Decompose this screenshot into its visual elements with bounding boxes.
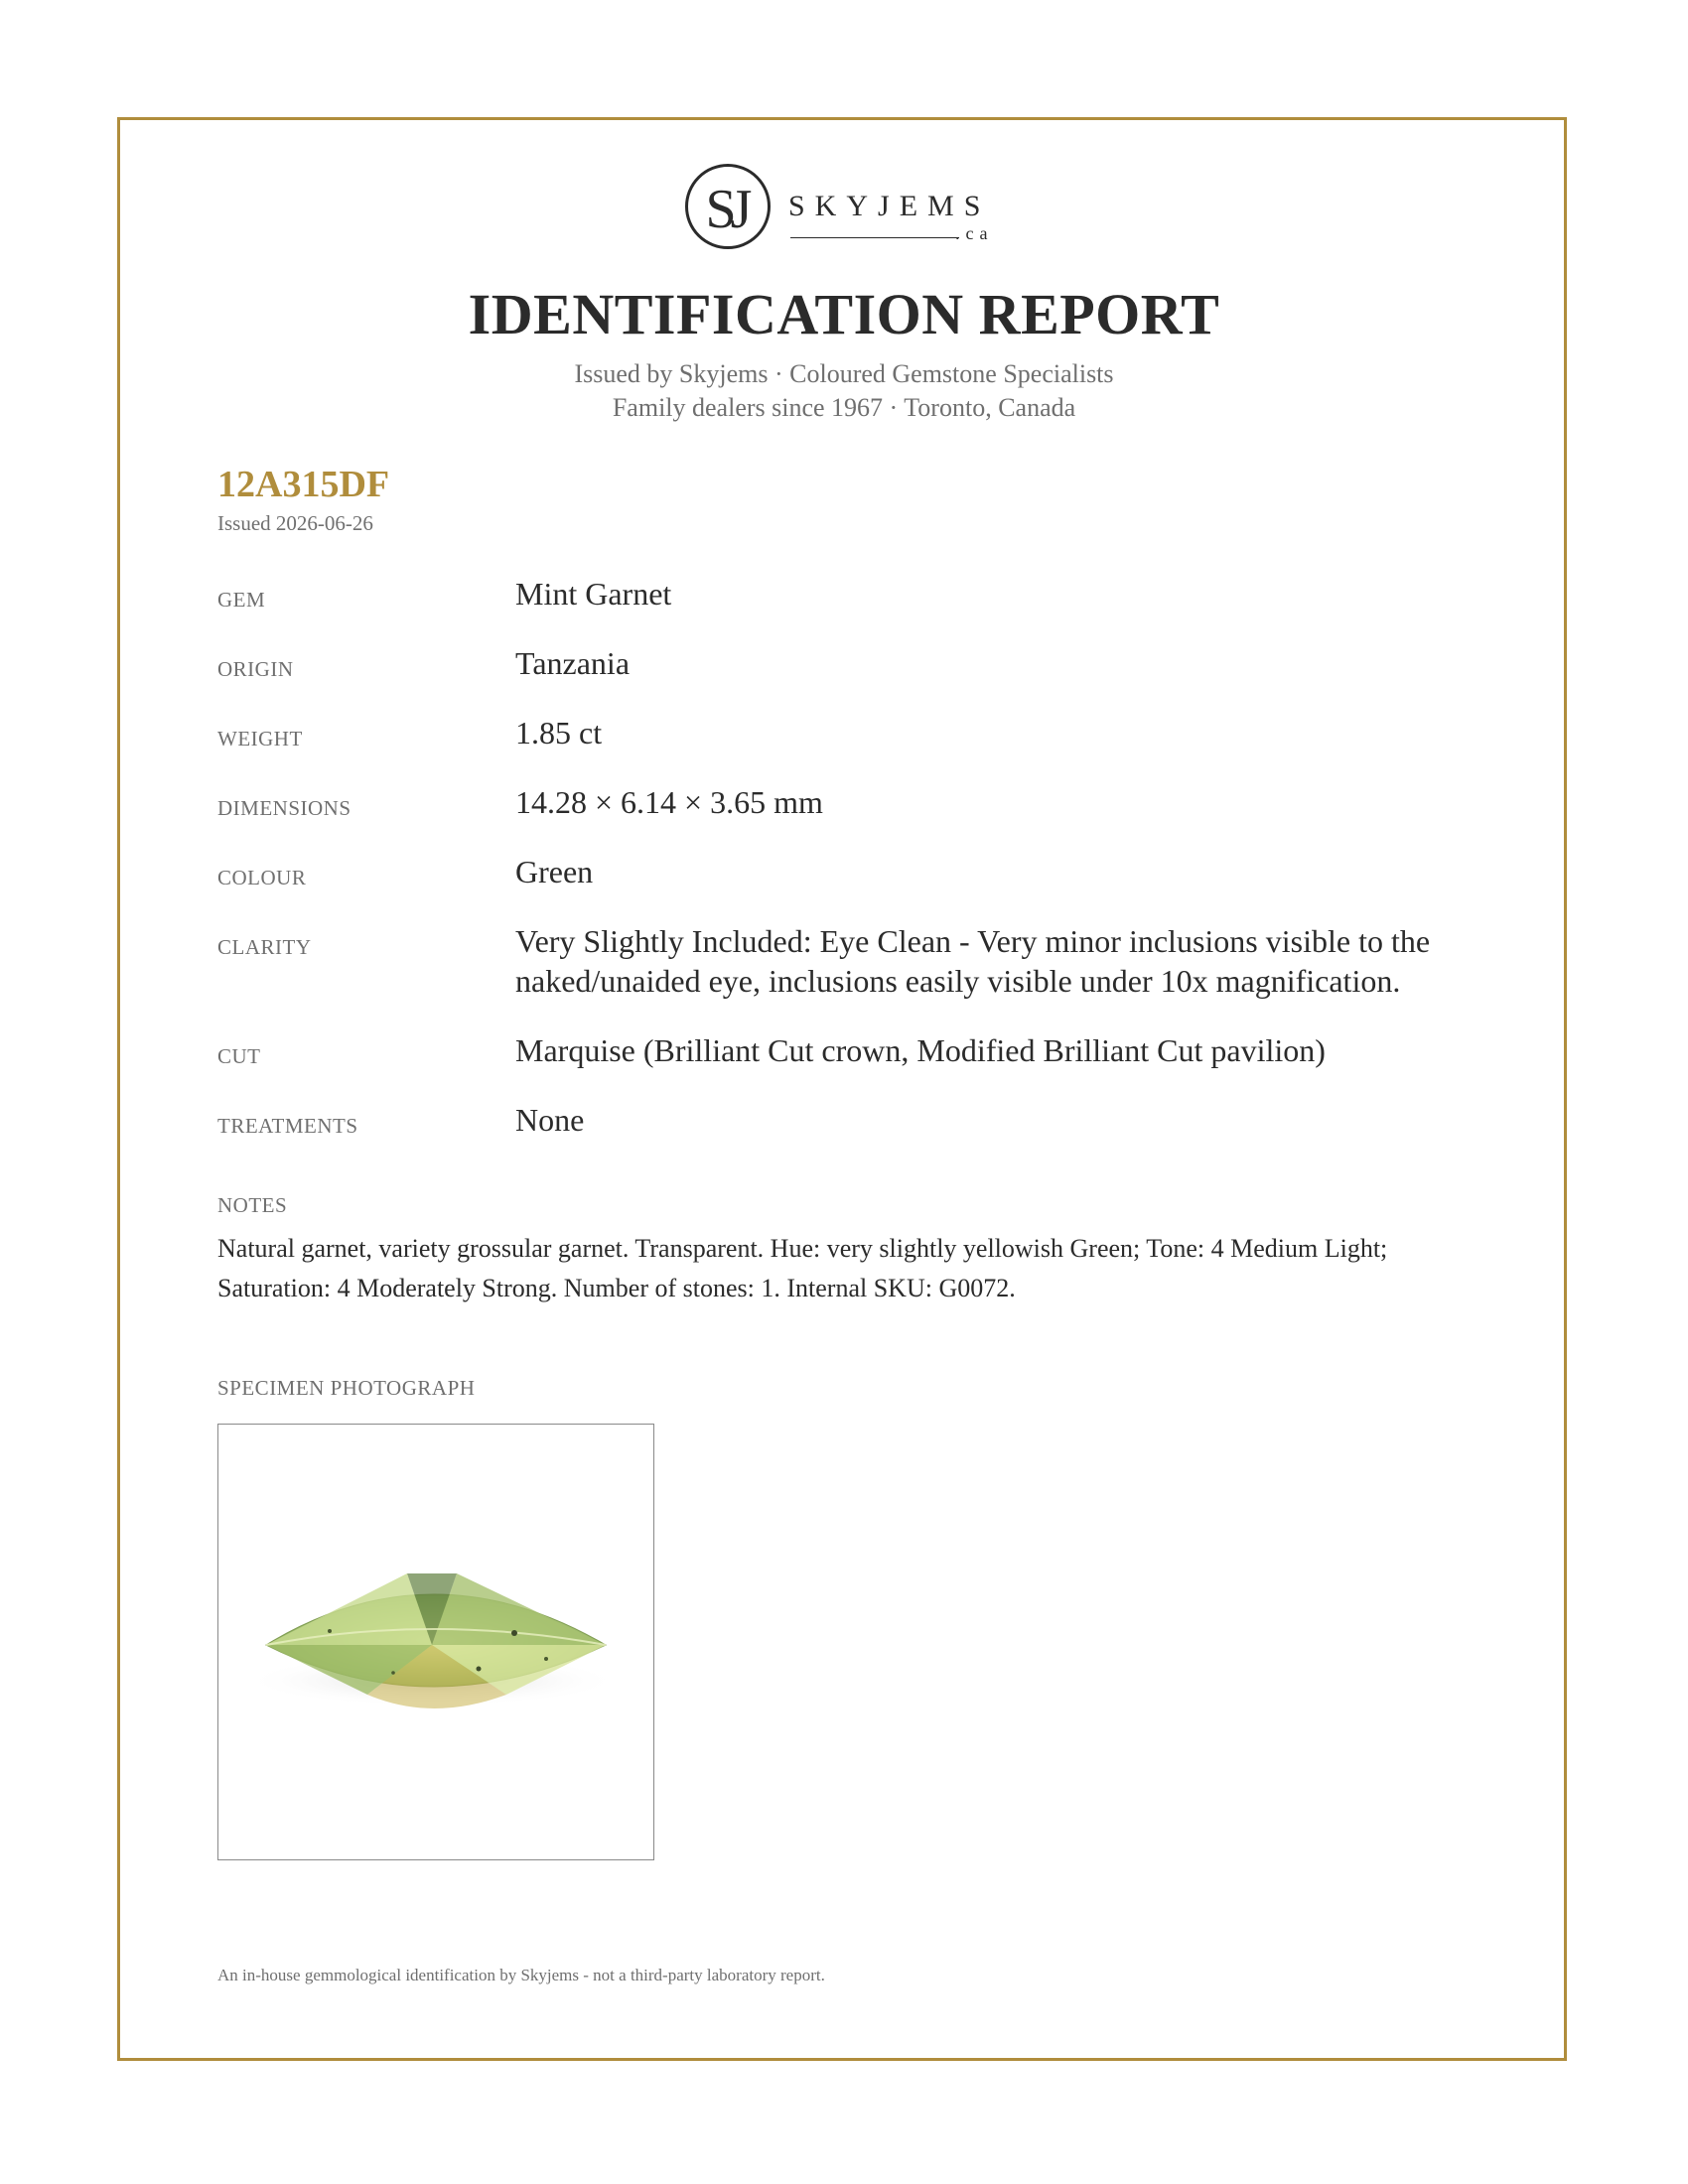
field-value: Green <box>515 854 594 889</box>
field-label: CLARITY <box>217 935 312 959</box>
field-colour <box>217 852 1508 891</box>
disclaimer: An in-house gemmological identification by Skyjems - not a third-party laboratory report. <box>217 1966 825 1984</box>
notes-label: NOTES <box>217 1193 288 1217</box>
field-value: 14.28 × 6.14 × 3.65 mm <box>515 784 823 820</box>
field-clarity <box>217 921 1508 1001</box>
field-label: DIMENSIONS <box>217 796 352 820</box>
brand-name: SKYJEMS <box>788 190 991 222</box>
photo-label: SPECIMEN PHOTOGRAPH <box>217 1376 476 1400</box>
field-label: COLOUR <box>217 866 307 889</box>
field-label: TREATMENTS <box>217 1114 358 1138</box>
field-label: WEIGHT <box>217 727 303 751</box>
field-value: Tanzania <box>515 645 631 681</box>
field-treatments <box>217 1100 1508 1140</box>
field-value: Very Slightly Included: Eye Clean - Very minor inclusions visible to the naked/unaided eye, inclusions easily visible under 10x magnification. <box>515 923 1431 999</box>
marquise-gem-image <box>218 1425 652 1858</box>
monogram-badge <box>685 164 771 249</box>
report-title: IDENTIFICATION REPORT <box>468 282 1220 346</box>
gem-details <box>217 574 1508 1169</box>
field-value: None <box>515 1102 585 1138</box>
skyjems-logo <box>685 164 1003 263</box>
field-label: CUT <box>217 1044 261 1068</box>
brand-rule <box>790 237 959 238</box>
issue-date: Issued 2026-06-26 <box>217 511 373 535</box>
field-origin <box>217 643 1508 683</box>
location-line: Family dealers since 1967 · Toronto, Canada <box>612 393 1076 422</box>
field-label: GEM <box>217 588 266 612</box>
notes-text: Natural garnet, variety grossular garnet. Transparent. Hue: very slightly yellowish Green; Tone: 4 Medium Light; Saturation: 4 Moderately Strong. Number of stones: 1. Internal SKU: G0072. <box>217 1234 1388 1302</box>
field-cut <box>217 1030 1508 1070</box>
report-id: 12A315DF <box>217 464 390 505</box>
field-dimensions <box>217 782 1508 822</box>
monogram-text: SJ <box>705 179 747 240</box>
field-label: ORIGIN <box>217 657 294 681</box>
field-gem <box>217 574 1508 614</box>
field-weight <box>217 713 1508 752</box>
brand-tld: .ca <box>955 223 994 243</box>
field-value: Mint Garnet <box>515 576 672 612</box>
field-value: 1.85 ct <box>515 715 603 751</box>
field-value: Marquise (Brilliant Cut crown, Modified Brilliant Cut pavilion) <box>515 1032 1326 1068</box>
specimen-photo <box>217 1424 654 1860</box>
issuer-line: Issued by Skyjems · Coloured Gemstone Specialists <box>574 359 1114 388</box>
